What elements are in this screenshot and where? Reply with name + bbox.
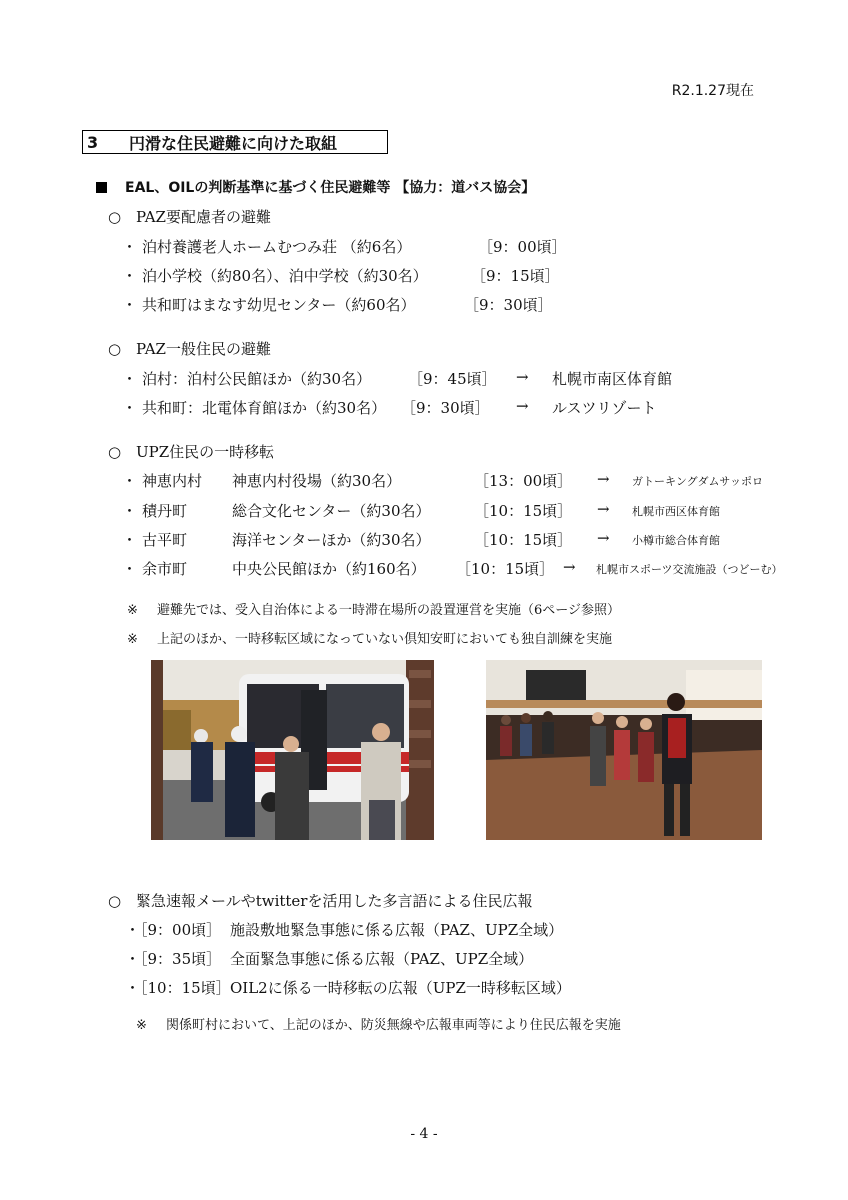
item-time: ［10：15頃］	[456, 560, 555, 578]
item-time: ［13：00頃］	[474, 472, 573, 490]
photo-bus-evacuation	[151, 660, 434, 840]
item-time: ［9：00頃］	[140, 921, 222, 939]
item-place: 神恵内村役場（約30名）	[232, 472, 402, 490]
bullet: ・	[125, 979, 141, 997]
bullet: ・	[122, 370, 138, 388]
item-text: 全面緊急事態に係る広報（PAZ、UPZ全域）	[230, 950, 534, 968]
item-place: 共和町：北電体育館ほか（約30名）	[142, 399, 387, 417]
bus-scene-image	[151, 660, 434, 840]
item-destination: 小樽市総合体育館	[632, 534, 720, 547]
bullet: ・	[122, 267, 138, 285]
indoor-scene-image	[486, 660, 762, 840]
page-number: - 4 -	[410, 1126, 438, 1142]
bullet: ・	[122, 399, 138, 417]
list-item	[125, 948, 221, 969]
arrow-icon: →	[597, 529, 610, 547]
bullet: ・	[125, 921, 141, 939]
item-time: ［10：15頃］	[474, 502, 573, 520]
subheading-text: UPZ住民の一時移転	[136, 443, 275, 461]
list-item	[122, 294, 416, 315]
list-item	[125, 977, 231, 998]
subheading-text: 緊急速報メールやtwitterを活用した多言語による住民広報	[136, 892, 533, 910]
list-item	[122, 529, 187, 550]
item-time: ［9：35頃］	[140, 950, 222, 968]
kome-mark: ※	[127, 603, 138, 618]
photo-indoor-evacuation	[486, 660, 762, 840]
section-number: 3	[87, 132, 99, 152]
item-place: 泊小学校（約80名）、泊中学校（約30名）	[142, 267, 428, 285]
bullet: ・	[122, 502, 138, 520]
arrow-icon: →	[563, 558, 576, 576]
note-text: 関係町村において、上記のほか、防災無線や広報車両等により住民広報を実施	[166, 1018, 621, 1033]
item-destination: 札幌市西区体育館	[632, 505, 720, 518]
circle-bullet: ○	[108, 208, 122, 226]
subheading-upz	[108, 441, 274, 462]
item-place: 総合文化センター（約30名）	[232, 502, 431, 520]
list-item	[122, 500, 187, 521]
item-time: ［9：45頃］	[408, 370, 497, 388]
item-town: 神恵内村	[142, 472, 203, 490]
bullet: ・	[122, 238, 138, 256]
bullet: ・	[122, 560, 138, 578]
subheading-broadcast	[108, 890, 532, 911]
bullet: ・	[122, 296, 138, 314]
item-destination: ルスツリゾート	[552, 399, 657, 417]
main-heading-text: EAL、OILの判断基準に基づく住民避難等 【協力：道バス協会】	[125, 180, 536, 196]
section-title	[82, 130, 388, 154]
item-time: ［9：30頃］	[401, 399, 490, 417]
arrow-icon: →	[516, 368, 529, 386]
bullet: ・	[125, 950, 141, 968]
item-destination: ガトーキングダムサッポロ	[632, 475, 764, 488]
circle-bullet: ○	[108, 892, 122, 910]
item-time: ［9：00頃］	[478, 238, 567, 256]
list-item	[122, 368, 371, 389]
item-town: 古平町	[142, 531, 188, 549]
arrow-icon: →	[516, 397, 529, 415]
kome-mark: ※	[127, 632, 138, 647]
item-text: OIL2に係る一時移転の広報（UPZ一時移転区域）	[230, 979, 571, 997]
note	[127, 628, 612, 647]
note-text: 上記のほか、一時移転区域になっていない倶知安町においても独自訓練を実施	[157, 632, 613, 647]
item-text: 施設敷地緊急事態に係る広報（PAZ、UPZ全域）	[230, 921, 564, 939]
arrow-icon: →	[597, 470, 610, 488]
item-destination: 札幌市南区体育館	[552, 370, 673, 388]
kome-mark: ※	[136, 1018, 147, 1033]
arrow-icon: →	[597, 500, 610, 518]
note	[136, 1014, 621, 1033]
item-time: ［10：15頃］	[474, 531, 573, 549]
item-place: 海洋センターほか（約30名）	[232, 531, 431, 549]
bullet: ・	[122, 472, 138, 490]
list-item	[122, 397, 386, 418]
item-destination: 札幌市スポーツ交流施設（つどーむ）	[596, 563, 783, 576]
item-time: ［10：15頃］	[140, 979, 231, 997]
item-time: ［9：30頃］	[464, 296, 553, 314]
section-title-text: 円滑な住民避難に向けた取組	[129, 133, 338, 153]
note	[127, 599, 620, 618]
list-item	[125, 919, 221, 940]
list-item	[122, 558, 187, 579]
item-town: 余市町	[142, 560, 188, 578]
subheading-text: PAZ一般住民の避難	[136, 340, 271, 358]
subheading-paz-general	[108, 338, 271, 359]
list-item	[122, 236, 411, 257]
subheading-paz-vulnerable	[108, 206, 271, 227]
note-text: 避難先では、受入自治体による一時滞在場所の設置運営を実施（6ページ参照）	[157, 603, 621, 618]
square-bullet-icon	[96, 182, 107, 193]
circle-bullet: ○	[108, 340, 122, 358]
item-time: ［9：15頃］	[471, 267, 560, 285]
bullet: ・	[122, 531, 138, 549]
item-place: 中央公民館ほか（約160名）	[232, 560, 426, 578]
item-place: 共和町はまなす幼児センター（約60名）	[142, 296, 416, 314]
item-town: 積丹町	[142, 502, 188, 520]
circle-bullet: ○	[108, 443, 122, 461]
subheading-text: PAZ要配慮者の避難	[136, 208, 271, 226]
item-place: 泊村：泊村公民館ほか（約30名）	[142, 370, 372, 388]
list-item	[122, 470, 202, 491]
document-date: R2.1.27現在	[671, 83, 754, 99]
list-item	[122, 265, 428, 286]
item-place: 泊村養護老人ホームむつみ荘 （約6名）	[142, 238, 412, 256]
main-heading	[96, 177, 535, 197]
